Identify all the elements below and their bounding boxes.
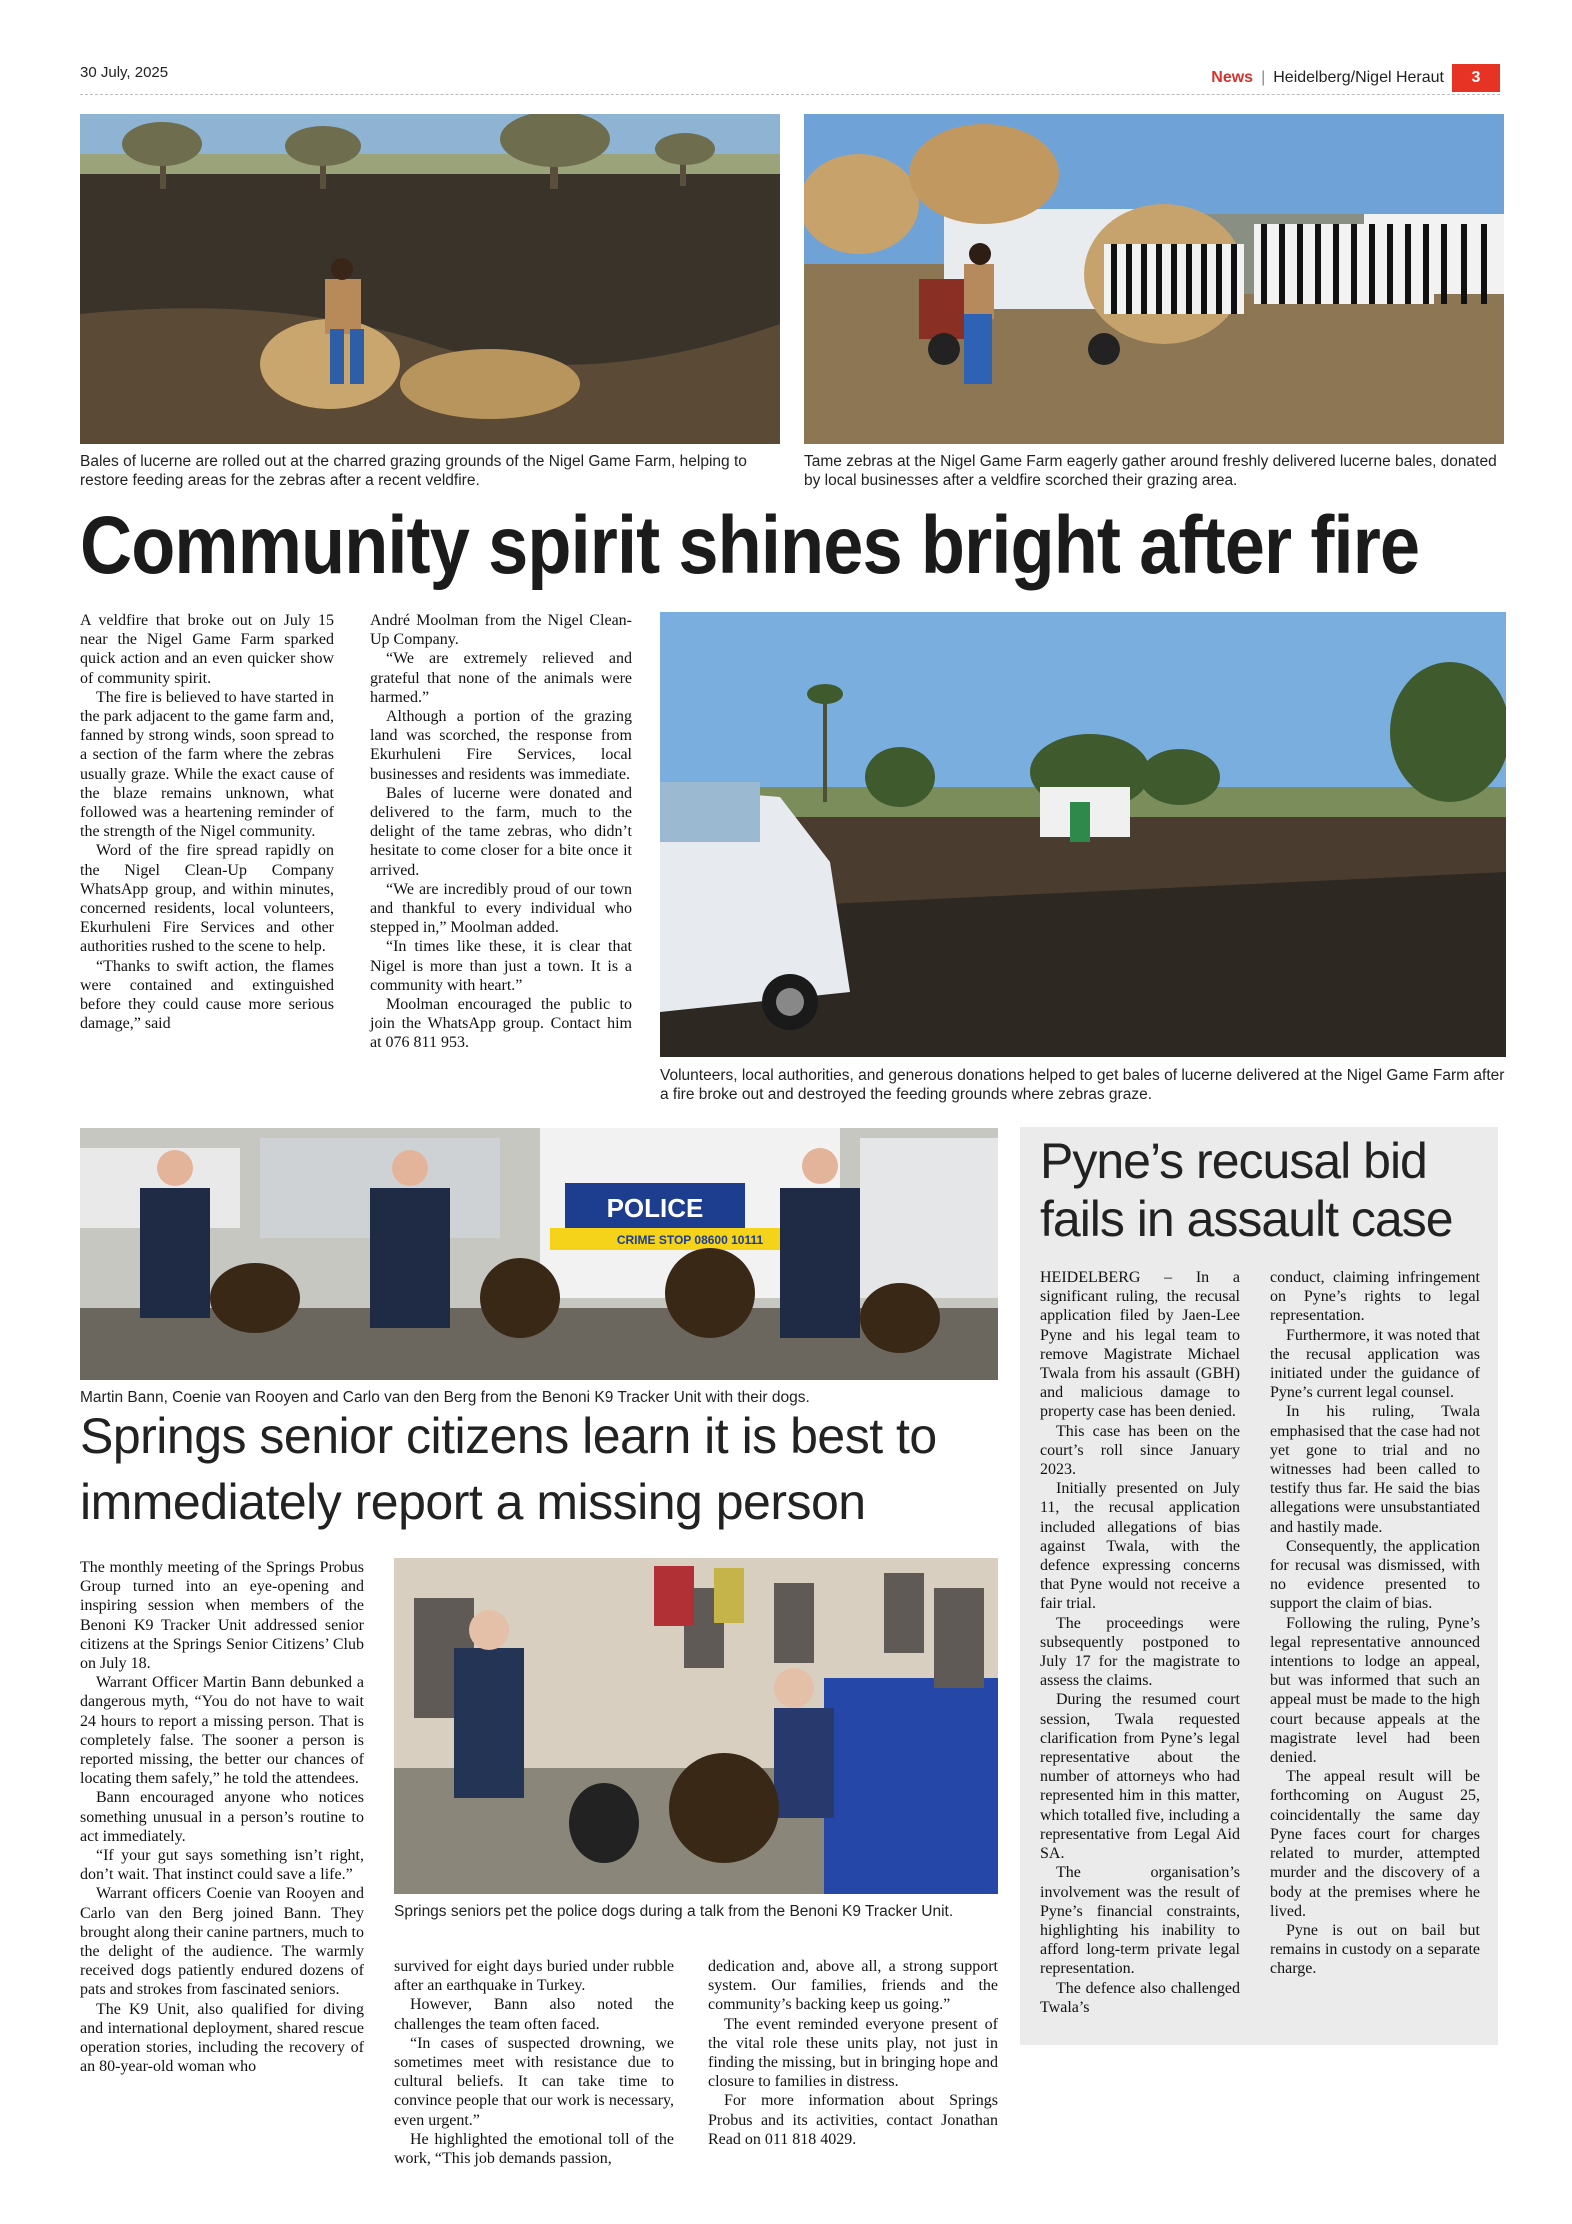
photo-volunteers-lucerne-delivery <box>660 612 1506 1057</box>
header-rule <box>80 94 1500 95</box>
photo-caption-zebras: Tame zebras at the Nigel Game Farm eagerly gather around freshly delivered lucerne bales, donated by local businesses after a veldfire scorched their grazing area. <box>804 453 1497 489</box>
photo-zebras-feeding <box>804 114 1504 444</box>
paragraph: For more information about Springs Probus and its activities, contact Jonathan Read on 011 818 4029. <box>708 2092 998 2148</box>
paragraph: In his ruling, Twala emphasised that the case had not yet gone to trial and no witnesses had been called to testify thus far. He said the bias allegations were unsubstantiated and hastily made. <box>1270 1403 1480 1536</box>
paragraph: Bann encouraged anyone who notices something unusual in a person’s routine to act immediately. <box>80 1789 364 1845</box>
paragraph: “In cases of suspected drowning, we sometimes meet with resistance due to cultural beliefs. It can take time to convince people that our work is necessary, even urgent.” <box>394 2034 674 2129</box>
paragraph: He highlighted the emotional toll of the work, “This job demands passion, <box>394 2130 674 2168</box>
paragraph: conduct, claiming infringement on Pyne’s rights to legal representation. <box>1270 1269 1480 1325</box>
paragraph: A veldfire that broke out on July 15 near the Nigel Game Farm sparked quick action and an even quicker show of community spirit. <box>80 612 334 687</box>
photo-k9-unit-with-dogs <box>80 1128 998 1380</box>
paragraph: Initially presented on July 11, the recusal application included allegations of bias against Twala, with the defence expressing concerns that Pyne would not receive a fair trial. <box>1040 1480 1240 1613</box>
paragraph: Warrant officers Coenie van Rooyen and Carlo van den Berg joined Bann. They brought along their canine partners, much to the delight of the audience. The warmly received dogs patiently endured dozens of pats and strokes from fascinated seniors. <box>80 1885 364 1999</box>
paragraph: André Moolman from the Nigel Clean-Up Company. <box>370 612 632 649</box>
story2-column-2 <box>394 1957 674 2168</box>
crime-stop-number: CRIME STOP 08600 10111 <box>616 1233 764 1247</box>
paragraph: The appeal result will be forthcoming on August 25, coincidentally the same day Pyne faces court for charges related to murder, attempted murder and the discovery of a body at the premises where he lived. <box>1270 1768 1480 1920</box>
paragraph: Consequently, the application for recusal was dismissed, with no evidence presented to support the claim of bias. <box>1270 1537 1480 1613</box>
photo-caption-seniors: Springs seniors pet the police dogs during a talk from the Benoni K9 Tracker Unit. <box>394 1903 954 1920</box>
main-headline: Community spirit shines bright after fire <box>80 500 1420 591</box>
story2-column-3 <box>708 1957 998 2149</box>
issue-date: 30 July, 2025 <box>80 64 169 81</box>
paragraph: During the resumed court session, Twala requested clarification from Pyne’s legal representative about the number of attorneys who had represented him in this matter, which totalled five, including a representative from Legal Aid SA. <box>1040 1691 1240 1863</box>
section-label: News <box>1211 69 1254 86</box>
photo-lucerne-rolling <box>80 114 780 444</box>
story3-column-1 <box>1040 1268 1240 2017</box>
paragraph: Warrant Officer Martin Bann debunked a dangerous myth, “You do not have to wait 24 hours to report a missing person. That is completely false. The sooner a person is reported missing, the better our chances of locating them safely,” he told the attendees. <box>80 1674 364 1788</box>
newspaper-name: Heidelberg/Nigel Heraut <box>1273 69 1444 86</box>
paragraph: “Thanks to swift action, the flames were contained and extinguished before they could cause more serious damage,” said <box>80 957 334 1033</box>
paragraph: HEIDELBERG – In a significant ruling, the recusal application filed by Jaen-Lee Pyne and his legal team to remove Magistrate Michael Twala from his assault (GBH) and malicious damage to property case has been denied. <box>1040 1269 1240 1421</box>
police-sign: POLICE <box>606 1193 704 1223</box>
paragraph: “We are incredibly proud of our town and thankful to every individual who stepped in,” Moolman added. <box>370 880 632 937</box>
paragraph: “If your gut says something isn’t right, don’t wait. That instinct could save a life.” <box>80 1847 364 1884</box>
paragraph: Although a portion of the grazing land was scorched, the response from Ekurhuleni Fire Services, local businesses and residents was immediate. <box>370 708 632 783</box>
paragraph: The defence also challenged Twala’s <box>1040 1979 1240 2016</box>
paragraph: “In times like these, it is clear that Nigel is more than just a town. It is a community with heart.” <box>370 938 632 994</box>
story2-headline: Springs senior citizens learn it is best to immediately report a missing person <box>80 1408 937 1530</box>
photo-seniors-pet-dogs <box>394 1558 998 1894</box>
paragraph: This case has been on the court’s roll since January 2023. <box>1040 1422 1240 1479</box>
header-separator: | <box>1261 69 1266 86</box>
story3-headline: Pyne’s recusal bid fails in assault case <box>1040 1133 1453 1247</box>
story2-column-1 <box>80 1558 364 2076</box>
story3-column-2 <box>1270 1268 1480 1979</box>
paragraph: The K9 Unit, also qualified for diving and international deployment, shared rescue operation stories, including the recovery of an 80-year-old woman who <box>80 2000 364 2076</box>
photo-caption-lucerne: Bales of lucerne are rolled out at the charred grazing grounds of the Nigel Game Farm, helping to restore feeding areas for the zebras after a recent veldfire. <box>80 453 747 489</box>
paragraph: The monthly meeting of the Springs Probus Group turned into an eye-opening and inspiring session when members of the Benoni K9 Tracker Unit addressed senior citizens at the Springs Senior Citizens’ Club on July 18. <box>80 1559 364 1673</box>
photo-caption-volunteers: Volunteers, local authorities, and generous donations helped to get bales of lucerne delivered at the Nigel Game Farm after a fire broke out and destroyed the feeding grounds where zebras graze. <box>660 1067 1505 1103</box>
paragraph: Word of the fire spread rapidly on the Nigel Clean-Up Company WhatsApp group, and within minutes, concerned residents, local volunteers, Ekurhuleni Fire Services and other authorities rushed to the scene to help. <box>80 842 334 956</box>
page-header-right <box>1211 64 1500 92</box>
paragraph: Furthermore, it was noted that the recusal application was initiated under the guidance of Pyne’s current legal counsel. <box>1270 1326 1480 1402</box>
photo-caption-k9-unit: Martin Bann, Coenie van Rooyen and Carlo van den Berg from the Benoni K9 Tracker Unit with their dogs. <box>80 1389 810 1406</box>
paragraph: survived for eight days buried under rubble after an earthquake in Turkey. <box>394 1958 674 1995</box>
paragraph: Following the ruling, Pyne’s legal representative announced intentions to lodge an appeal, but was informed that such an appeal must be made to the high court because appeals at the magistrate level had been denied. <box>1270 1614 1480 1767</box>
paragraph: dedication and, above all, a strong support system. Our families, friends and the community’s backing keep us going.” <box>708 1958 998 2014</box>
paragraph: Moolman encouraged the public to join the WhatsApp group. Contact him at 076 811 953. <box>370 996 632 1052</box>
paragraph: “We are extremely relieved and grateful that none of the animals were harmed.” <box>370 650 632 706</box>
paragraph: Bales of lucerne were donated and delivered to the farm, much to the delight of the tame zebras, who didn’t hesitate to come closer for a bite once it arrived. <box>370 784 632 879</box>
paragraph: The organisation’s involvement was the result of Pyne’s financial constraints, highlighting his inability to afford long-term private legal representation. <box>1040 1864 1240 1978</box>
paragraph: The event reminded everyone present of the vital role these units play, not just in finding the missing, but in bringing hope and closure to families in distress. <box>708 2015 998 2091</box>
page-number: 3 <box>1452 64 1500 92</box>
story1-column-1 <box>80 611 334 1033</box>
paragraph: Pyne is out on bail but remains in custody on a separate charge. <box>1270 1921 1480 1978</box>
paragraph: However, Bann also noted the challenges the team often faced. <box>394 1996 674 2033</box>
story1-column-2 <box>370 611 632 1053</box>
paragraph: The fire is believed to have started in the park adjacent to the game farm and, fanned by strong winds, soon spread to a section of the farm where the zebras usually graze. While the exact cause of the blaze remains unknown, what followed was a heartening reminder of the strength of the Nigel community. <box>80 688 334 841</box>
paragraph: The proceedings were subsequently postponed to July 17 for the magistrate to assess the claims. <box>1040 1614 1240 1690</box>
